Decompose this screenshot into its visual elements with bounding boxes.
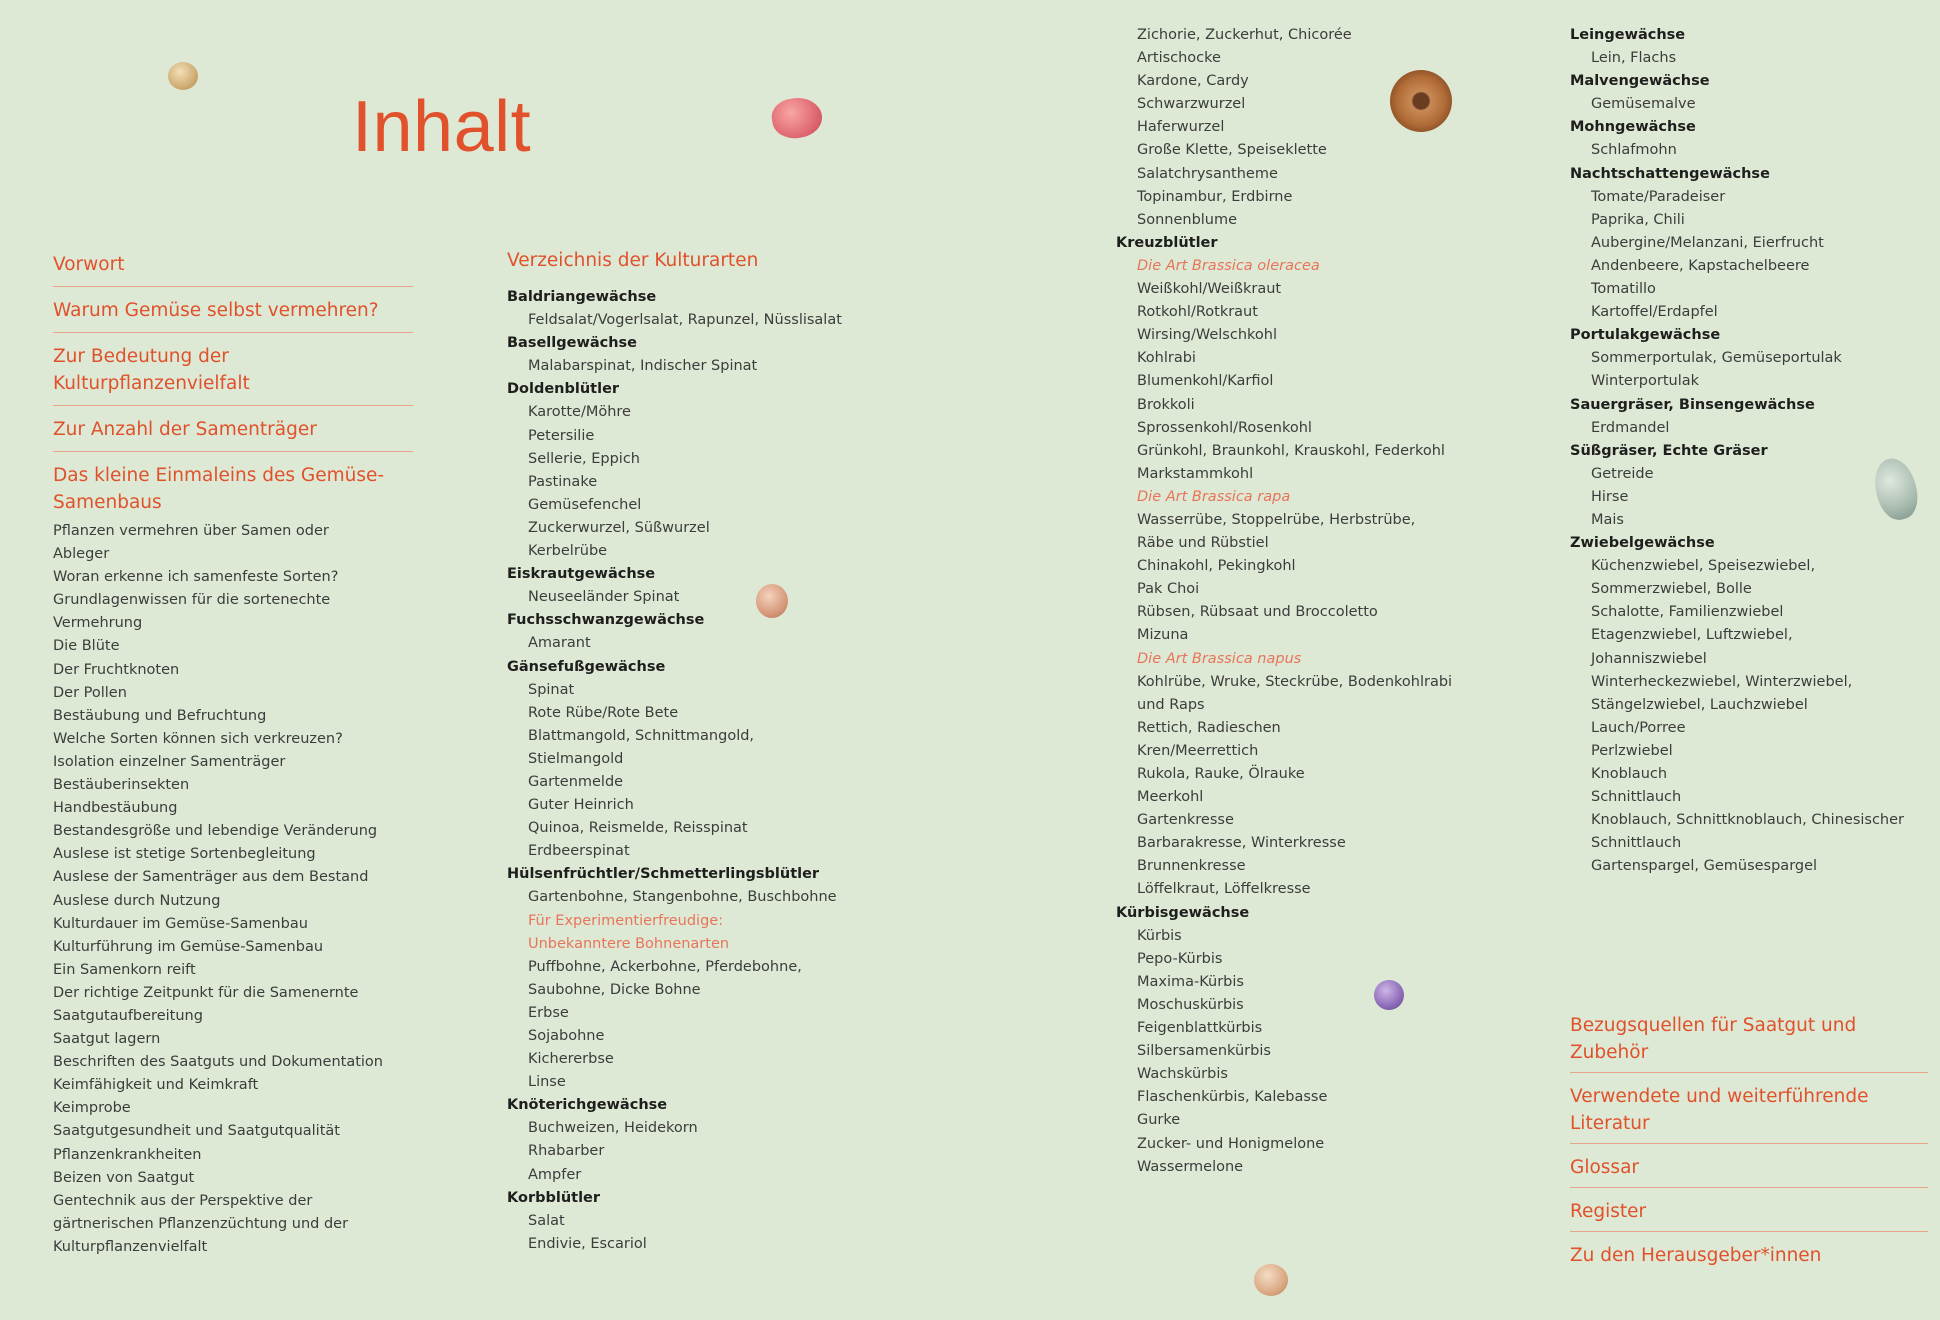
crop-entry: Gartenspargel, Gemüsespargel [1591,858,1818,875]
plant-family-heading: Baldriangewächse [507,289,657,305]
subtopic-item: Kulturführung im Gemüse-Samenbau [53,938,324,955]
crop-entry: Winterportulak [1591,373,1700,390]
crop-entry: Gemüsemalve [1591,96,1696,113]
crop-entry: Kohlrabi [1137,350,1196,367]
crop-entry: Salatchrysantheme [1137,165,1278,182]
subtopic-item: Pflanzenkrankheiten [53,1146,202,1163]
chapter-link[interactable]: Verwendete und weiterführende Literatur [1570,1081,1928,1144]
crop-entry: Puffbohne, Ackerbohne, Pferdebohne, [528,958,802,975]
subtopic-item: Vermehrung [53,615,143,632]
species-subheading: Die Art Brassica rapa [1137,488,1291,505]
crop-entry: Topinambur, Erdbirne [1137,188,1293,205]
crop-entry: Lauch/Porree [1591,719,1686,736]
crop-entry: Malabarspinat, Indischer Spinat [528,358,758,375]
species-subheading: Die Art Brassica oleracea [1137,257,1320,274]
crop-entry: Quinoa, Reismelde, Reisspinat [528,820,748,837]
seed-beige-illustration [168,62,198,90]
subtopic-item: Bestäuberinsekten [53,777,190,794]
section-heading[interactable]: Verzeichnis der Kulturarten [507,250,759,271]
plant-family-heading: Kreuzblütler [1116,234,1218,251]
crop-entry: Sonnenblume [1137,211,1238,228]
crop-entry: Kürbis [1137,927,1182,944]
subtopic-item: Der Pollen [53,684,127,701]
subtopic-item: Beschriften des Saatguts und Dokumentation [53,1054,383,1071]
crop-entry: Markstammkohl [1137,465,1254,482]
crop-entry: Feigenblattkürbis [1137,1020,1263,1037]
plant-family-heading: Basellgewächse [507,335,638,352]
subtopic-item: Welche Sorten können sich verkreuzen? [53,730,343,747]
crop-entry: Silbersamenkürbis [1137,1043,1271,1060]
crop-index-column-2 [1116,24,1536,1179]
subtopic-item: Keimfähigkeit und Keimkraft [53,1077,259,1094]
subtopic-item: Isolation einzelner Samenträger [53,753,286,770]
crop-entry: Grünkohl, Braunkohl, Krauskohl, Federkohl [1137,442,1445,459]
subtopic-item: Auslese durch Nutzung [53,892,221,909]
seed-bottom-illustration [1254,1264,1288,1296]
crop-entry: Knoblauch [1591,766,1668,782]
plant-family-heading: Knöterichgewächse [507,1097,668,1114]
crop-entry: Gartenkresse [1137,812,1234,829]
crop-entry: Erbse [528,1004,569,1021]
chapter-link[interactable]: Das kleine Einmaleins des Gemüse-Samenbaus [53,465,385,513]
crop-entry: Kerbelrübe [528,543,608,560]
crop-entry: Wassermelone [1137,1158,1244,1175]
subtopic-list [53,520,393,1259]
crop-entry: Saubohne, Dicke Bohne [528,981,701,998]
crop-entry: Getreide [1591,465,1654,482]
crop-entry: Sommerzwiebel, Bolle [1591,581,1752,598]
crop-entry: Linse [528,1074,566,1091]
plant-family-heading: Sauergräser, Binsengewächse [1570,396,1815,413]
subtopic-item: Gentechnik aus der Perspektive der [53,1192,313,1209]
crop-entry: Wachskürbis [1137,1066,1228,1083]
front-chapters [53,247,413,530]
bean-red-illustration [769,95,824,142]
species-subheading: Die Art Brassica napus [1137,650,1302,667]
crop-entry: Tomate/Paradeiser [1591,188,1726,205]
crop-entry: Sellerie, Eppich [528,450,640,467]
crop-entry: Lein, Flachs [1591,50,1677,67]
plant-family-heading: Portulakgewächse [1570,327,1721,344]
crop-entry: Flaschenkürbis, Kalebasse [1137,1089,1328,1106]
crop-entry: Große Klette, Speiseklette [1137,142,1327,159]
subtopic-item: Auslese ist stetige Sortenbegleitung [53,846,316,863]
crop-entry: Tomatillo [1591,281,1656,298]
crop-entry: Wasserrübe, Stoppelrübe, Herbstrübe, [1137,511,1416,528]
crop-entry: Rotkohl/Rotkraut [1137,304,1258,321]
subtopic-item: Woran erkenne ich samenfeste Sorten? [53,569,339,586]
crop-entry: Karotte/Möhre [528,404,631,421]
crop-entry: Hirse [1591,488,1629,505]
crop-entry: Schwarzwurzel [1137,96,1246,113]
crop-entry: Endivie, Escariol [528,1235,647,1252]
subtopic-item: Kulturdauer im Gemüse-Samenbau [53,915,308,932]
crop-entry: Buchweizen, Heidekorn [528,1120,698,1137]
crop-entry: Weißkohl/Weißkraut [1137,281,1282,298]
crop-entry: Haferwurzel [1137,119,1225,136]
crop-entry: Räbe und Rübstiel [1137,535,1269,552]
crop-entry: Amarant [528,635,591,652]
crop-entry: Paprika, Chili [1591,211,1685,228]
crop-entry: Pastinake [528,473,598,490]
crop-entry: Brokkoli [1137,396,1195,413]
crop-entry: Petersilie [528,427,595,444]
subtopic-item: Ableger [53,546,110,563]
subtopic-item: Kulturpflanzenvielfalt [53,1238,208,1255]
crop-entry: Blattmangold, Schnittmangold, [528,727,755,744]
subtopic-item: Grundlagenwissen für die sortenechte [53,592,331,609]
subtopic-item: Bestäubung und Befruchtung [53,707,267,724]
crop-entry: Rukola, Rauke, Ölrauke [1137,766,1305,782]
plant-family-heading: Nachtschattengewächse [1570,165,1770,182]
plant-family-heading: Mohngewächse [1570,119,1696,136]
crop-entry: Neuseeländer Spinat [528,589,680,606]
crop-entry: Ampfer [528,1166,582,1183]
subtopic-item: Ein Samenkorn reift [53,961,196,978]
plant-family-heading: Korbblütler [507,1189,601,1206]
plant-family-heading: Eiskrautgewächse [507,566,656,583]
crop-entry: Artischocke [1137,50,1221,67]
crop-entry: Salat [528,1212,565,1229]
crop-index-column-3 [1570,24,1940,878]
crop-entry: Kartoffel/Erdapfel [1591,304,1718,321]
chapter-link[interactable]: Warum Gemüse selbst vermehren? [53,293,413,333]
crop-entry: Schlafmohn [1591,142,1677,159]
plant-family-heading: Hülsenfrüchtler/Schmetterlingsblütler [507,866,820,883]
subtopic-item: Saatgut lagern [53,1031,161,1048]
crop-entry: Sojabohne [528,1028,605,1044]
plant-family-heading: Leingewächse [1570,27,1686,43]
chapter-link[interactable]: Glossar [1570,1152,1928,1188]
subtopic-item: Saatgutgesundheit und Saatgutqualität [53,1123,340,1140]
crop-entry: Etagenzwiebel, Luftzwiebel, [1591,627,1793,644]
crop-entry: Meerkohl [1137,789,1204,806]
crop-entry: Rhabarber [528,1143,605,1160]
subtopic-item: Der richtige Zeitpunkt für die Samenernte [53,984,359,1001]
subtopic-item: Der Fruchtknoten [53,661,180,678]
subtopic-item: Beizen von Saatgut [53,1169,195,1186]
subtopic-item: Keimprobe [53,1100,131,1117]
plant-family-heading: Süßgräser, Echte Gräser [1570,442,1768,459]
crop-entry: Mizuna [1137,627,1189,644]
crop-entry: Perlzwiebel [1591,742,1673,759]
crop-entry: Andenbeere, Kapstachelbeere [1591,257,1810,274]
crop-entry: Maxima-Kürbis [1137,973,1244,990]
crop-entry: Stielmangold [528,750,624,767]
crop-entry: Feldsalat/Vogerlsalat, Rapunzel, Nüsslisalat [528,312,842,329]
crop-entry: Guter Heinrich [528,797,634,814]
subtopic-item: Handbestäubung [53,800,178,817]
chapter-link[interactable]: Zur Bedeutung der Kulturpflanzenvielfalt [53,339,413,406]
crop-entry: Pepo-Kürbis [1137,950,1223,967]
crop-entry: Stängelzwiebel, Lauchzwiebel [1591,696,1808,713]
crop-entry: Schnittlauch [1591,789,1682,806]
crop-entry: Chinakohl, Pekingkohl [1137,558,1296,575]
crop-entry: Erdmandel [1591,419,1670,436]
chapter-link[interactable]: Bezugsquellen für Saatgut und Zubehör [1570,1010,1928,1073]
crop-entry: Brunnenkresse [1137,858,1246,875]
plant-family-heading: Gänsefußgewächse [507,658,666,675]
crop-entry: Wirsing/Welschkohl [1137,327,1277,344]
crop-entry: Sprossenkohl/Rosenkohl [1137,419,1312,436]
subtopic-item: Die Blüte [53,638,120,655]
crop-entry: Küchenzwiebel, Speisezwiebel, [1591,558,1816,575]
crop-entry: Moschuskürbis [1137,996,1244,1013]
plant-family-heading: Malvengewächse [1570,73,1710,90]
crop-entry: Für Experimentierfreudige: [528,912,724,929]
crop-entry: Gurke [1137,1112,1181,1129]
crop-entry: Mais [1591,511,1624,528]
crop-entry: Gartenbohne, Stangenbohne, Buschbohne [528,889,837,906]
crop-entry: Zuckerwurzel, Süßwurzel [528,519,710,536]
crop-entry: Blumenkohl/Karfiol [1137,373,1274,390]
crop-entry: Erdbeerspinat [528,843,630,860]
plant-family-heading: Kürbisgewächse [1116,904,1250,921]
crop-entry: Spinat [528,681,575,698]
crop-entry: Schnittlauch [1591,835,1682,852]
subtopic-item: Bestandesgröße und lebendige Veränderung [53,823,378,840]
subtopic-item: Auslese der Samenträger aus dem Bestand [53,869,369,886]
plant-family-heading: Zwiebelgewächse [1570,535,1715,552]
crop-entry: Knoblauch, Schnittknoblauch, Chinesischer [1591,812,1904,829]
back-chapters [1570,1010,1928,1283]
crop-entry: Zichorie, Zuckerhut, Chicorée [1137,27,1352,43]
crop-index-column-1 [507,247,927,1256]
crop-entry: Johanniszwiebel [1591,650,1707,667]
plant-family-heading: Fuchsschwanzgewächse [507,612,705,629]
crop-entry: Gartenmelde [528,773,624,790]
chapter-link[interactable]: Zur Anzahl der Samenträger [53,412,413,452]
crop-entry: und Raps [1137,696,1205,713]
chapter-link[interactable]: Zu den Herausgeber*innen [1570,1245,1822,1266]
subtopic-item: gärtnerischen Pflanzenzüchtung und der [53,1215,349,1232]
crop-entry: Zucker- und Honigmelone [1137,1135,1325,1152]
crop-entry: Kren/Meerrettich [1137,742,1259,759]
crop-entry: Winterheckezwiebel, Winterzwiebel, [1591,673,1853,690]
crop-entry: Barbarakresse, Winterkresse [1137,835,1346,852]
crop-entry: Gemüsefenchel [528,496,642,513]
crop-entry: Kichererbse [528,1051,614,1068]
crop-entry: Löffelkraut, Löffelkresse [1137,881,1311,898]
crop-entry: Kardone, Cardy [1137,73,1249,90]
crop-entry: Schalotte, Familienzwiebel [1591,604,1784,621]
subtopic-item: Saatgutaufbereitung [53,1007,203,1024]
crop-entry: Pak Choi [1137,581,1200,598]
crop-entry: Rübsen, Rübsaat und Broccoletto [1137,604,1378,621]
crop-entry: Rettich, Radieschen [1137,719,1281,736]
crop-entry: Kohlrübe, Wruke, Steckrübe, Bodenkohlrabi [1137,673,1453,690]
crop-entry: Sommerportulak, Gemüseportulak [1591,350,1842,367]
chapter-link[interactable]: Register [1570,1196,1928,1232]
crop-entry: Rote Rübe/Rote Bete [528,704,679,721]
subtopic-item: Pflanzen vermehren über Samen oder [53,523,329,539]
crop-entry: Aubergine/Melanzani, Eierfrucht [1591,234,1824,251]
page-title: Inhalt [352,87,532,167]
crop-entry: Unbekanntere Bohnenarten [528,935,730,952]
chapter-link[interactable]: Vorwort [53,247,413,287]
plant-family-heading: Doldenblütler [507,381,620,398]
